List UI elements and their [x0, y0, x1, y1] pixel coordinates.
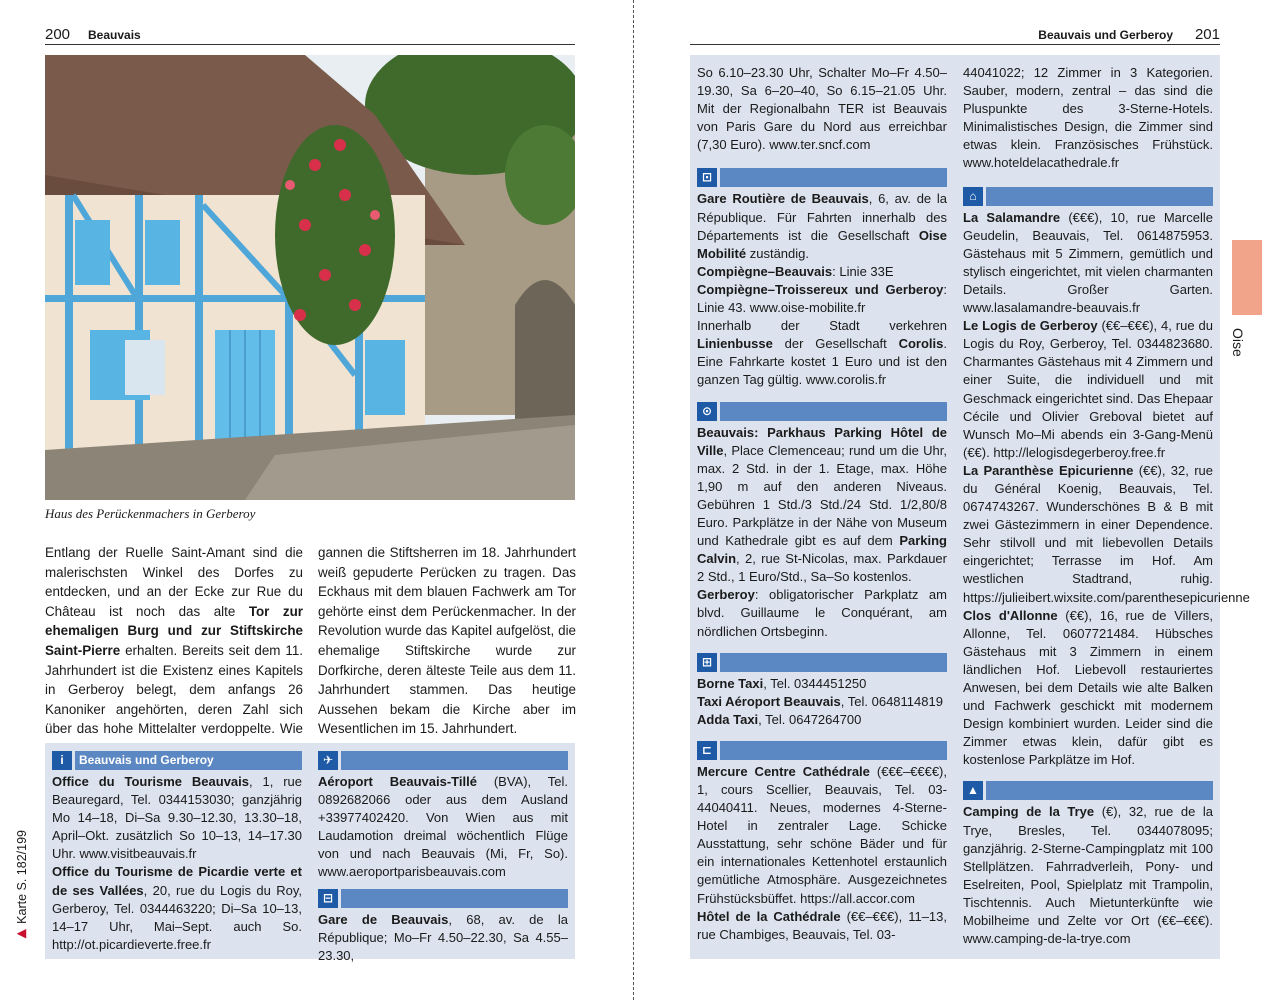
info-section	[52, 751, 302, 954]
entry	[963, 462, 1250, 607]
entry	[697, 675, 947, 693]
entry	[697, 908, 947, 944]
thumb-index-label: Oise	[1230, 328, 1246, 357]
entry-text: (€€–€€€), 4, rue du Logis du Roy, Gerberoy, Tel. 0344823680. Charmantes Gästehaus mit 4 Zimmern und einer Suite, die individuell und mit Geschmack eingerichtet sind. Das Ehepaar Cécile und Olivier Greboval bietet auf Wunsch Mo–Mi abends ein 3-Gang-Menü (€€). http://lelogisdegerberoy.free.fr	[963, 318, 1214, 460]
section-bar-fill	[986, 187, 1213, 206]
tent-icon: ▲	[963, 781, 983, 800]
section-bar	[318, 751, 568, 770]
info-icon: i	[52, 751, 72, 770]
body-text: erhalten. Bereits seit dem 11. Jahrhundert ist die Existenz eines Kapitels in Gerberoy belegt, dem anfangs 26 Kanoniker angehörten, deren Zahl sich über das hohe Mittelalter verdoppelte. Wie	[45, 642, 303, 737]
entry-text: der Gesellschaft	[772, 336, 899, 352]
running-head: Beauvais und Gerberoy	[1038, 28, 1173, 42]
entry	[697, 763, 947, 908]
left-page	[0, 0, 630, 1000]
entry-text: , 68, av. de la République; Mo–Fr 4.50–22.30, Sa 4.55–23.30,	[318, 911, 568, 963]
running-head: Beauvais	[88, 28, 141, 42]
entry-name: Parking Calvin	[697, 533, 947, 567]
airplane-icon: ✈	[318, 751, 338, 770]
section-bar	[52, 751, 302, 770]
section-bar-fill	[720, 653, 947, 672]
entry-text: (€€), 32, rue du Général Koenig, Beauvais, Tel. 0674743267. Wunderschönes B & B mit zwei Gästezimmern in einer Dependence. Sehr stilvoll und mit liebevollen Details eingerichtet; Terrasse im Hof. Am westlichen Stadtrand, ruhig. https://julieibert.wixsite.com/parenthesepicurienne	[963, 462, 1250, 605]
entry-text: , 2, rue St-Nicolas, max. Parkdauer 2 Std., 1 Euro/Std., Sa–So kostenlos.	[697, 551, 947, 585]
section-bar	[697, 741, 947, 760]
entry-text: (€€), 16, rue de Villers, Allonne, Tel. 0607721484. Hübsches Gästehaus mit 3 Zimmern in einem ländlichen Hof. Liebevoll restauriertes Anwesen, bei dem Details wie alte Balken und Fachwerk geschickt mit modernem Design kombiniert wurden. Leider sind die Zimmer etwas klein, dafür gibt es kostenlose Parkplätze im Hof.	[963, 607, 1213, 768]
entry-name: Compiègne–Troissereux und Gerberoy	[697, 281, 944, 297]
body-text-column-1	[45, 543, 303, 759]
entry-name: Clos d'Allonne	[963, 607, 1058, 623]
entry	[697, 424, 947, 587]
entry-name: Taxi Aéroport Beauvais	[697, 693, 841, 709]
entry-name: Borne Taxi	[697, 675, 764, 691]
entry	[963, 607, 1213, 770]
photo-drawing	[45, 55, 575, 500]
entry-name: Gare Routière de Beauvais	[697, 191, 869, 207]
entry	[697, 586, 947, 640]
entry-text: : Linie 33E	[832, 263, 894, 279]
entry-name: Office du Tourisme Beauvais	[52, 774, 249, 789]
entry-text: (BVA), Tel. 0892682066 oder aus dem Ausland +33977402420. Von Wien aus mit Laudamotion dreimal wöchentlich Flüge von und nach Beauvais (Mi, Fr, So). www.aeroportparisbeauvais.com	[318, 774, 568, 880]
flight-section	[318, 751, 568, 882]
entry-text: , Tel. 0647264700	[758, 711, 862, 727]
hotel-section	[697, 741, 947, 944]
photo-caption: Haus des Perückenmachers in Gerberoy	[45, 506, 256, 521]
bus-icon: ⊡	[697, 168, 717, 187]
entry-name: Adda Taxi	[697, 711, 759, 727]
entry-text: , Tel. 0648114819	[840, 693, 943, 709]
right-page	[636, 0, 1262, 1000]
train-section-continued	[697, 64, 947, 154]
entry-text: . Eine Fahrkarte kostet 1 Euro und ist den ganzen Tag gültig. www.corolis.fr	[697, 336, 947, 388]
section-title: Beauvais und Gerberoy	[75, 751, 302, 770]
entry-text: (€€–€€€), 11–13, rue Chambiges, Beauvais, Tel. 03-	[697, 908, 947, 942]
entry-name: Beauvais: Parkhaus Parking Hôtel de Ville	[697, 424, 947, 458]
entry-name: Gerberoy	[697, 587, 755, 603]
train-icon: ⊟	[318, 889, 338, 908]
section-bar	[963, 187, 1213, 206]
camping-section	[963, 781, 1213, 948]
entry-text: (€€€–€€€€), 1, cours Scellier, Beauvais, Tel. 03-44040411. Neues, modernes 4-Sterne-Hotel in zentraler Lage. Schicke Ausstattung, sehr schöne Bäder und für ein internationales Kettenhotel erstaunlich gemütliche Atmosphäre. Ausgezeichnetes Frühstücksbüffet. https://all.accor.com	[697, 763, 947, 906]
entry	[697, 693, 947, 711]
body-text-bold: Tor zur ehemaligen Burg und zur Stiftskirche Saint-Pierre	[45, 603, 303, 658]
body-text: Entlang der Ruelle Saint-Amant sind die malerischsten Winkel des Dorfes zu entdecken, und an der Ecke zur Rue du Château ist noch das alte	[45, 545, 303, 619]
section-bar-fill	[720, 402, 947, 421]
entry-text: , 20, rue du Logis du Roy, Gerberoy, Tel. 0344463220; Di–Sa 10–13, 14–17 Uhr, Mai–Sept. auch So. http://ot.picardieverte.free.fr	[52, 882, 302, 952]
infobox-right	[690, 55, 1250, 959]
entry-name: Gare de Beauvais	[318, 911, 449, 927]
entry	[697, 281, 947, 317]
entry-text: : obligatorischer Parkplatz am blvd. Guillaume le Conquérant, am nördlichen Ortsbeginn.	[697, 587, 947, 639]
entry-text: Innerhalb der Stadt verkehren	[697, 318, 947, 334]
car-section	[697, 402, 947, 641]
entry-text: , 6, av. de la République. Für Fahrten innerhalb des Départements ist die Gesellschaft	[697, 191, 947, 243]
page-header-right	[690, 26, 1220, 45]
map-reference	[14, 830, 29, 942]
entry-text: 44041022; 12 Zimmer in 3 Kategorien. Sauber, modern, zentral – das sind die Pluspunkte des 3-Sterne-Hotels. Minimalistisches Design, die Zimmer sind etwas klein. Französisches Frühstück. www.hoteldelacathedrale.fr	[963, 65, 1213, 171]
entry	[963, 209, 1213, 318]
entry-text: , 1, rue Beauregard, Tel. 0344153030; ganzjährig Mo 14–18, Di–Sa 9.30–12.30, 13.30–18, April–Okt. zusätzlich So 10–13, 14–17.30 Uhr. www.visitbeauvais.fr	[52, 774, 302, 862]
bed-icon: ⊏	[697, 741, 717, 760]
entry-name: Linienbusse	[697, 336, 773, 352]
infobox-left	[45, 743, 575, 963]
house-icon: ⌂	[963, 187, 983, 206]
timber-house-photo	[45, 55, 575, 500]
infobox-column-1	[52, 751, 302, 954]
section-bar	[318, 889, 568, 908]
entry-name: Compiègne–Beauvais	[697, 263, 833, 279]
entry	[697, 263, 947, 281]
page-fold-line	[633, 0, 634, 1000]
entry-text: (€), 32, rue de la Trye, Bresles, Tel. 0344078095; ganzjährig. 2-Sterne-Campingplatz mit 100 Stellplätzen. Fahrradverleih, Pony- und Eselreiten, Pool, Spielplatz mit Trampolin, Tischtennis. Auch Mietunterkünfte wie Mobilheime und Zelte vor Ort (€€–€€€). www.camping-de-la-trye.com	[963, 804, 1214, 947]
body-text-column-2	[318, 543, 576, 739]
entry	[963, 803, 1213, 948]
section-bar-fill	[720, 741, 947, 760]
entry-name: La Paranthèse Epicurienne	[963, 462, 1134, 478]
section-bar-fill	[341, 889, 568, 908]
hotel-section-continued	[963, 64, 1213, 173]
entry	[52, 863, 302, 953]
map-reference-text: Karte S. 182/199	[15, 830, 29, 924]
entry	[697, 711, 947, 729]
entry-name: Le Logis de Gerberoy	[963, 318, 1098, 334]
car-icon: ⊙	[697, 402, 717, 421]
entry-name: La Salamandre	[963, 209, 1061, 225]
page-number: 201	[1194, 26, 1220, 43]
infobox-column-2	[318, 751, 568, 965]
entry	[318, 773, 568, 882]
entry-text: zuständig.	[746, 245, 809, 261]
thumb-index-tab	[1232, 240, 1262, 315]
entry-text: So 6.10–23.30 Uhr, Schalter Mo–Fr 4.50–19.30, Sa 6–20–40, So 6.15–21.05 Uhr. Mit der Regionalbahn TER ist Beauvais von Paris Gare du Nord aus erreichbar (7,30 Euro). www.ter.sncf.com	[697, 65, 947, 153]
entry-text: , Tel. 0344451250	[763, 675, 867, 691]
bus-section	[697, 168, 947, 389]
entry-name: Corolis	[898, 336, 944, 352]
entry-name: Hôtel de la Cathédrale	[697, 908, 841, 924]
entry-text: : Linie 43. www.oise-mobilite.fr	[697, 281, 947, 316]
entry	[318, 911, 568, 965]
section-bar	[697, 168, 947, 187]
page-header-left	[45, 26, 575, 45]
section-bar-fill	[986, 781, 1213, 800]
body-text: gannen die Stiftsherren im 18. Jahrhundert weiß gepuderte Perücken zu tragen. Das Eckhaus mit dem blauen Fachwerk am Tor gehörte einst dem Perückenmacher. In der Revolution wurde das Kapitel aufgelöst, die ehemalige Stiftskirche wurde zur Dorfkirche, deren älteste Teile aus dem 11. Jahrhundert stammen. Das heutige Aussehen bekam die Kirche aber im Wesentlichen im 15. Jahrhundert.	[318, 545, 576, 737]
infobox-column-a	[697, 64, 947, 944]
section-bar	[963, 781, 1213, 800]
section-bar-fill	[720, 168, 947, 187]
entry-name: Camping de la Trye	[963, 804, 1095, 820]
taxi-section	[697, 653, 947, 729]
entry-text: , Place Clemenceau; rund um die Uhr, max. 2 Std. in der 1. Etage, max. Höhe 1,90 m auf den anderen Niveaus. Gebühren 1 Std./3 Std./24 Std. 1/2,80/8 Euro. Parkplätze in der Nähe von Museum und Kathedrale gibt es auf dem	[697, 442, 947, 549]
entry	[52, 773, 302, 863]
entry-name: Oise Mobilité	[697, 227, 947, 261]
section-bar	[697, 653, 947, 672]
map-arrow-icon: ▶	[15, 927, 29, 943]
entry-name: Mercure Centre Cathédrale	[697, 763, 870, 779]
train-section	[318, 889, 568, 965]
entry-name: Office du Tourisme de Picardie verte et de ses Vallées	[52, 864, 302, 898]
section-bar	[697, 402, 947, 421]
entry-name: Aéroport Beauvais-Tillé	[318, 774, 477, 789]
taxi-icon: ⊞	[697, 653, 717, 672]
entry	[697, 317, 947, 389]
entry-text: (€€€), 10, rue Marcelle Geudelin, Beauvais, Tel. 0614875953. Gästehaus mit 5 Zimmern, gemütlich und stylisch eingerichtet, mit vielen charmanten Details. Großer Garten. www.lasalamandre-beauvais.fr	[963, 209, 1213, 316]
section-bar-fill	[341, 751, 568, 770]
entry	[697, 190, 947, 262]
page-number: 200	[45, 26, 71, 43]
entry	[963, 317, 1213, 462]
